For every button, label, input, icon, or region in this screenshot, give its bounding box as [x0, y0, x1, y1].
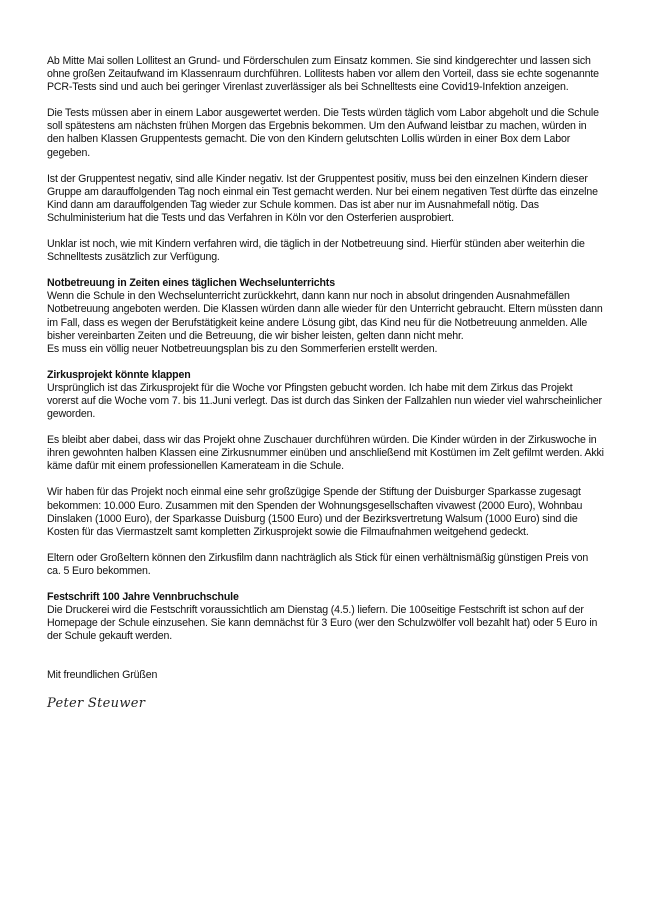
section-zirkusprojekt: [47, 369, 604, 421]
zirkus-paragraph-zuschauer: Es bleibt aber dabei, dass wir das Projekt ohne Zuschauer durchführen würden. Die Kinder würden in der Zirkuswoche in ihren gewohnten halben Klassen eine Zirkusnummer einüben und anschließend mit Kostümen im Zelt gefilmt werden. Akki käme dafür mit einem professionellen Kamerateam in die Schule.: [47, 434, 604, 473]
signature: Peter Steuwer: [47, 696, 146, 712]
section-heading-notbetreuung: Notbetreuung in Zeiten eines täglichen Wechselunterrichts: [47, 277, 335, 290]
section-paragraph: Es muss ein völlig neuer Notbetreuungsplan bis zu den Sommerferien erstellt werden.: [47, 342, 438, 355]
intro-paragraph-notbetreuung: Unklar ist noch, wie mit Kindern verfahren wird, die täglich in der Notbetreuung sind. Hierfür stünden aber weiterhin die Schnelltests zusätzlich zur Verfügung.: [47, 238, 585, 264]
section-heading-zirkusprojekt: Zirkusprojekt könnte klappen: [47, 368, 191, 381]
section-paragraph: Die Druckerei wird die Festschrift voraussichtlich am Dienstag (4.5.) liefern. Die 100seitige Festschrift ist schon auf der Homepage der Schule einzusehen. Sie kann demnächst für 3 Euro (wer den Schulzwölfer voll bezahlt hat) oder 5 Euro in der Schule gekauft werden.: [47, 604, 598, 643]
section-notbetreuung: [47, 277, 604, 356]
section-paragraph: Ursprünglich ist das Zirkusprojekt für die Woche vor Pfingsten gebucht worden. Ich habe mit dem Zirkus das Projekt vorerst auf die Woche vom 7. bis 11.Juni verlegt. Das ist durch das Sinken der Fallzahlen nun wieder viel wahrscheinlicher geworden.: [47, 381, 602, 421]
section-paragraph: Wenn die Schule in den Wechselunterricht zurückkehrt, dann kann nur noch in absolut dringenden Ausnahmefällen Notbetreuung angeboten werden. Die Klassen würden dann alle wieder für den Unterricht gebraucht. Eltern müssten dann im Fall, dass es wegen der Berufstätigkeit keine andere Lösung gibt, das Kind neu für die Notbetreuung anmelden. Alle bisher vereinbarten Zeiten und die Betreuung, die wir bisher leisten, gelten dann nicht mehr.: [47, 290, 603, 342]
intro-paragraph-lollitest: Ab Mitte Mai sollen Lollitest an Grund- und Förderschulen zum Einsatz kommen. Sie sind kindgerechter und lassen sich ohne großen Zeitaufwand im Klassenraum durchführen. Lollitests haben vor allem den Vorteil, dass sie echte sogenannte PCR-Tests sind und auch bei geringer Virenlast zuverlässiger als bei Schnelltests eine Covid19-Infektion anzeigen.: [47, 55, 599, 94]
zirkus-paragraph-spende: Wir haben für das Projekt noch einmal eine sehr großzügige Spende der Stiftung der Duisburger Sparkasse zugesagt bekommen: 10.000 Euro. Zusammen mit den Spenden der Wohnungsgesellschaften vivawest (2000 Euro), Wohnbau Dinslaken (1000 Euro), der Sparkasse Duisburg (1500 Euro) und der Bezirksvertretung Walsum (1000 Euro) sind die Kosten für das Viermastzelt samt kompletten Zirkusprojekt sowie die Filmaufnahmen weitgehend gedeckt.: [47, 486, 583, 538]
section-festschrift: [47, 591, 604, 643]
section-heading-festschrift: Festschrift 100 Jahre Vennbruchschule: [47, 591, 239, 603]
intro-paragraph-gruppentest: Ist der Gruppentest negativ, sind alle Kinder negativ. Ist der Gruppentest positiv, muss bei den einzelnen Kindern dieser Gruppe am darauffolgenden Tag noch einmal ein Test gemacht werden. Nur bei einem negativen Test dürfte das einzelne Kind dann am darauffolgenden Tag wieder zur Schule kommen. Das ist aber nur im Ausnahmefall nötig. Das Schulministerium hat die Tests und das Verfahren in Köln vor den Osterferien ausprobiert.: [47, 172, 598, 224]
intro-paragraph-labor: Die Tests müssen aber in einem Labor ausgewertet werden. Die Tests würden täglich vom Labor abgeholt und die Schule soll spätestens am nächsten frühen Morgen das Ergebnis bekommen. Um den Aufwand leistbar zu machen, würden in den halben Klassen Gruppentests gemacht. Die von den Kindern gelutschten Lollis würden in einer Box dem Labor gegeben.: [47, 107, 599, 159]
zirkus-paragraph-stick: Eltern oder Großeltern können den Zirkusfilm dann nachträglich als Stick für einen verhältnismäßig günstigen Preis von ca. 5 Euro bekommen.: [47, 551, 589, 577]
closing-greeting: Mit freundlichen Grüßen: [47, 669, 158, 682]
